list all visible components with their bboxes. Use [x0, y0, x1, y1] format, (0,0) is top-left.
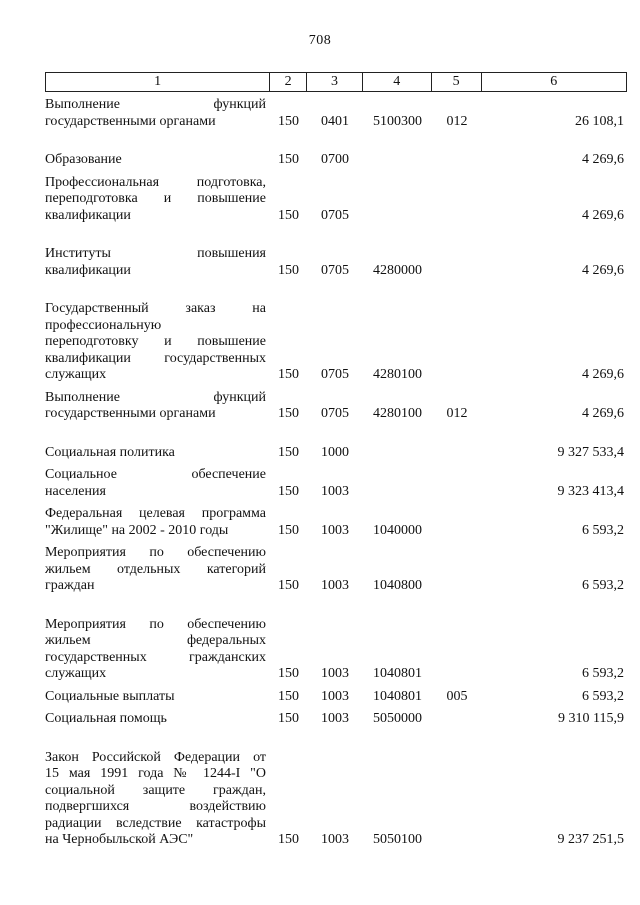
- row-c2: 150: [278, 406, 299, 421]
- description-line: населения: [45, 483, 106, 499]
- row-c6: 9 323 413,4: [557, 483, 624, 499]
- description-line: Социальное обеспечение: [45, 467, 266, 482]
- row-description: [45, 689, 270, 706]
- row-c2: 150: [278, 666, 299, 681]
- row-c6: 4 269,6: [582, 367, 624, 382]
- row-description: [45, 390, 270, 423]
- description-line: профессиональную: [45, 317, 162, 333]
- page-number: 708: [308, 33, 332, 48]
- row-c3: 0700: [321, 152, 349, 167]
- row-c2: 150: [278, 152, 299, 167]
- row-c4: 4280100: [373, 406, 422, 421]
- description-line: Образование: [45, 152, 122, 167]
- header-col-5: 5: [432, 73, 482, 91]
- table-row: [45, 152, 627, 169]
- description-line: Мероприятия по обеспечению: [45, 616, 266, 632]
- row-c3: 1000: [321, 444, 349, 460]
- description-line: переподготовка и повышение: [45, 191, 266, 206]
- table-row: [45, 617, 627, 683]
- description-line: служащих: [45, 367, 107, 382]
- row-c4: 5100300: [373, 113, 422, 129]
- description-line: государственными органами: [45, 406, 216, 421]
- header-col-1: 1: [46, 73, 270, 91]
- header-col-3: 3: [307, 73, 363, 91]
- header-col-2: 2: [270, 73, 307, 91]
- description-line: Государственный заказ на: [45, 301, 266, 316]
- row-c5: 012: [446, 406, 468, 421]
- row-c2: 150: [278, 262, 299, 278]
- header-col-4: 4: [363, 73, 432, 91]
- row-c6: 4 269,6: [582, 152, 624, 167]
- table-row: [45, 545, 627, 595]
- description-line: переподготовку и повышение: [45, 334, 266, 349]
- row-c4: 4280100: [373, 367, 422, 382]
- row-c3: 1003: [321, 832, 349, 847]
- table-row: [45, 711, 627, 728]
- table-row: [45, 301, 627, 384]
- row-c2: 150: [278, 207, 299, 223]
- description-line: радиации вследствие катастрофы: [45, 815, 266, 831]
- row-c5: 005: [446, 688, 468, 704]
- table-row: [45, 445, 627, 462]
- description-line: государственными органами: [45, 113, 216, 129]
- description-line: квалификации государственных: [45, 350, 266, 366]
- description-line: Социальная политика: [45, 444, 175, 460]
- description-line: жильем отдельных категорий: [45, 561, 266, 577]
- row-c2: 150: [278, 367, 299, 382]
- row-c2: 150: [278, 113, 299, 129]
- row-c5: 012: [446, 113, 468, 129]
- row-c2: 150: [278, 578, 299, 593]
- row-c6: 9 327 533,4: [557, 444, 624, 460]
- table-row: [45, 175, 627, 225]
- table-row: [45, 506, 627, 539]
- row-c4: 1040000: [373, 522, 422, 538]
- table-row: [45, 467, 627, 500]
- description-line: государственных гражданских: [45, 649, 266, 665]
- description-line: "Жилище" на 2002 - 2010 годы: [45, 522, 229, 538]
- description-line: квалификации: [45, 207, 131, 223]
- row-c3: 1003: [321, 578, 349, 593]
- table-row: [45, 390, 627, 423]
- row-c2: 150: [278, 483, 299, 499]
- description-line: Институты повышения: [45, 246, 266, 261]
- row-description: [45, 152, 270, 169]
- description-line: на Чернобыльской АЭС": [45, 832, 194, 847]
- row-c4: 5050100: [373, 832, 422, 847]
- row-c3: 1003: [321, 666, 349, 681]
- row-c3: 1003: [321, 522, 349, 538]
- row-c3: 1003: [321, 483, 349, 499]
- table-row: [45, 246, 627, 279]
- row-description: [45, 711, 270, 728]
- row-c4: 5050000: [373, 711, 422, 726]
- description-line: граждан: [45, 578, 95, 593]
- description-line: Выполнение функций: [45, 389, 266, 405]
- table-row: [45, 750, 627, 849]
- row-c4: 1040801: [373, 666, 422, 681]
- row-description: [45, 175, 270, 225]
- row-description: [45, 301, 270, 384]
- row-c2: 150: [278, 444, 299, 460]
- description-line: Федеральная целевая программа: [45, 506, 266, 521]
- description-line: Социальная помощь: [45, 711, 167, 726]
- row-c6: 26 108,1: [575, 113, 624, 129]
- row-description: [45, 246, 270, 279]
- row-c3: 1003: [321, 688, 349, 704]
- row-c6: 4 269,6: [582, 207, 624, 223]
- description-line: 15 мая 1991 года № 1244-I "О: [45, 766, 266, 781]
- row-c3: 0705: [321, 207, 349, 223]
- row-c2: 150: [278, 832, 299, 847]
- row-c6: 4 269,6: [582, 262, 624, 278]
- description-line: Профессиональная подготовка,: [45, 174, 266, 190]
- row-description: [45, 750, 270, 849]
- row-c3: 0401: [321, 113, 349, 129]
- table-header: [45, 72, 627, 92]
- table-row: [45, 97, 627, 130]
- description-line: подвергшихся воздействию: [45, 799, 266, 814]
- row-c2: 150: [278, 688, 299, 704]
- row-c3: 0705: [321, 367, 349, 382]
- table-row: [45, 689, 627, 706]
- description-line: Выполнение функций: [45, 97, 266, 112]
- row-description: [45, 617, 270, 683]
- row-c4: 1040801: [373, 688, 422, 704]
- row-c6: 9 310 115,9: [558, 711, 624, 726]
- description-line: жильем федеральных: [45, 633, 266, 648]
- row-description: [45, 467, 270, 500]
- row-c3: 0705: [321, 262, 349, 278]
- description-line: Закон Российской Федерации от: [45, 749, 266, 765]
- header-col-6: 6: [550, 74, 558, 89]
- description-line: Социальные выплаты: [45, 688, 175, 704]
- row-c4: 4280000: [373, 262, 422, 278]
- row-c4: 1040800: [373, 578, 422, 593]
- description-line: Мероприятия по обеспечению: [45, 545, 266, 560]
- description-line: социальной защите граждан,: [45, 782, 266, 798]
- row-c6: 6 593,2: [582, 666, 624, 681]
- row-description: [45, 97, 270, 130]
- row-c6: 6 593,2: [582, 578, 624, 593]
- description-line: служащих: [45, 666, 107, 681]
- row-description: [45, 445, 270, 462]
- row-c2: 150: [278, 522, 299, 538]
- row-description: [45, 506, 270, 539]
- row-c6: 6 593,2: [582, 522, 624, 538]
- row-c6: 4 269,6: [582, 406, 624, 421]
- table-body: [45, 97, 627, 855]
- row-c2: 150: [278, 711, 299, 726]
- description-line: квалификации: [45, 262, 131, 278]
- row-c3: 1003: [321, 711, 349, 726]
- row-c3: 0705: [321, 406, 349, 421]
- row-c6: 9 237 251,5: [557, 832, 624, 847]
- row-description: [45, 545, 270, 595]
- row-c6: 6 593,2: [582, 688, 624, 704]
